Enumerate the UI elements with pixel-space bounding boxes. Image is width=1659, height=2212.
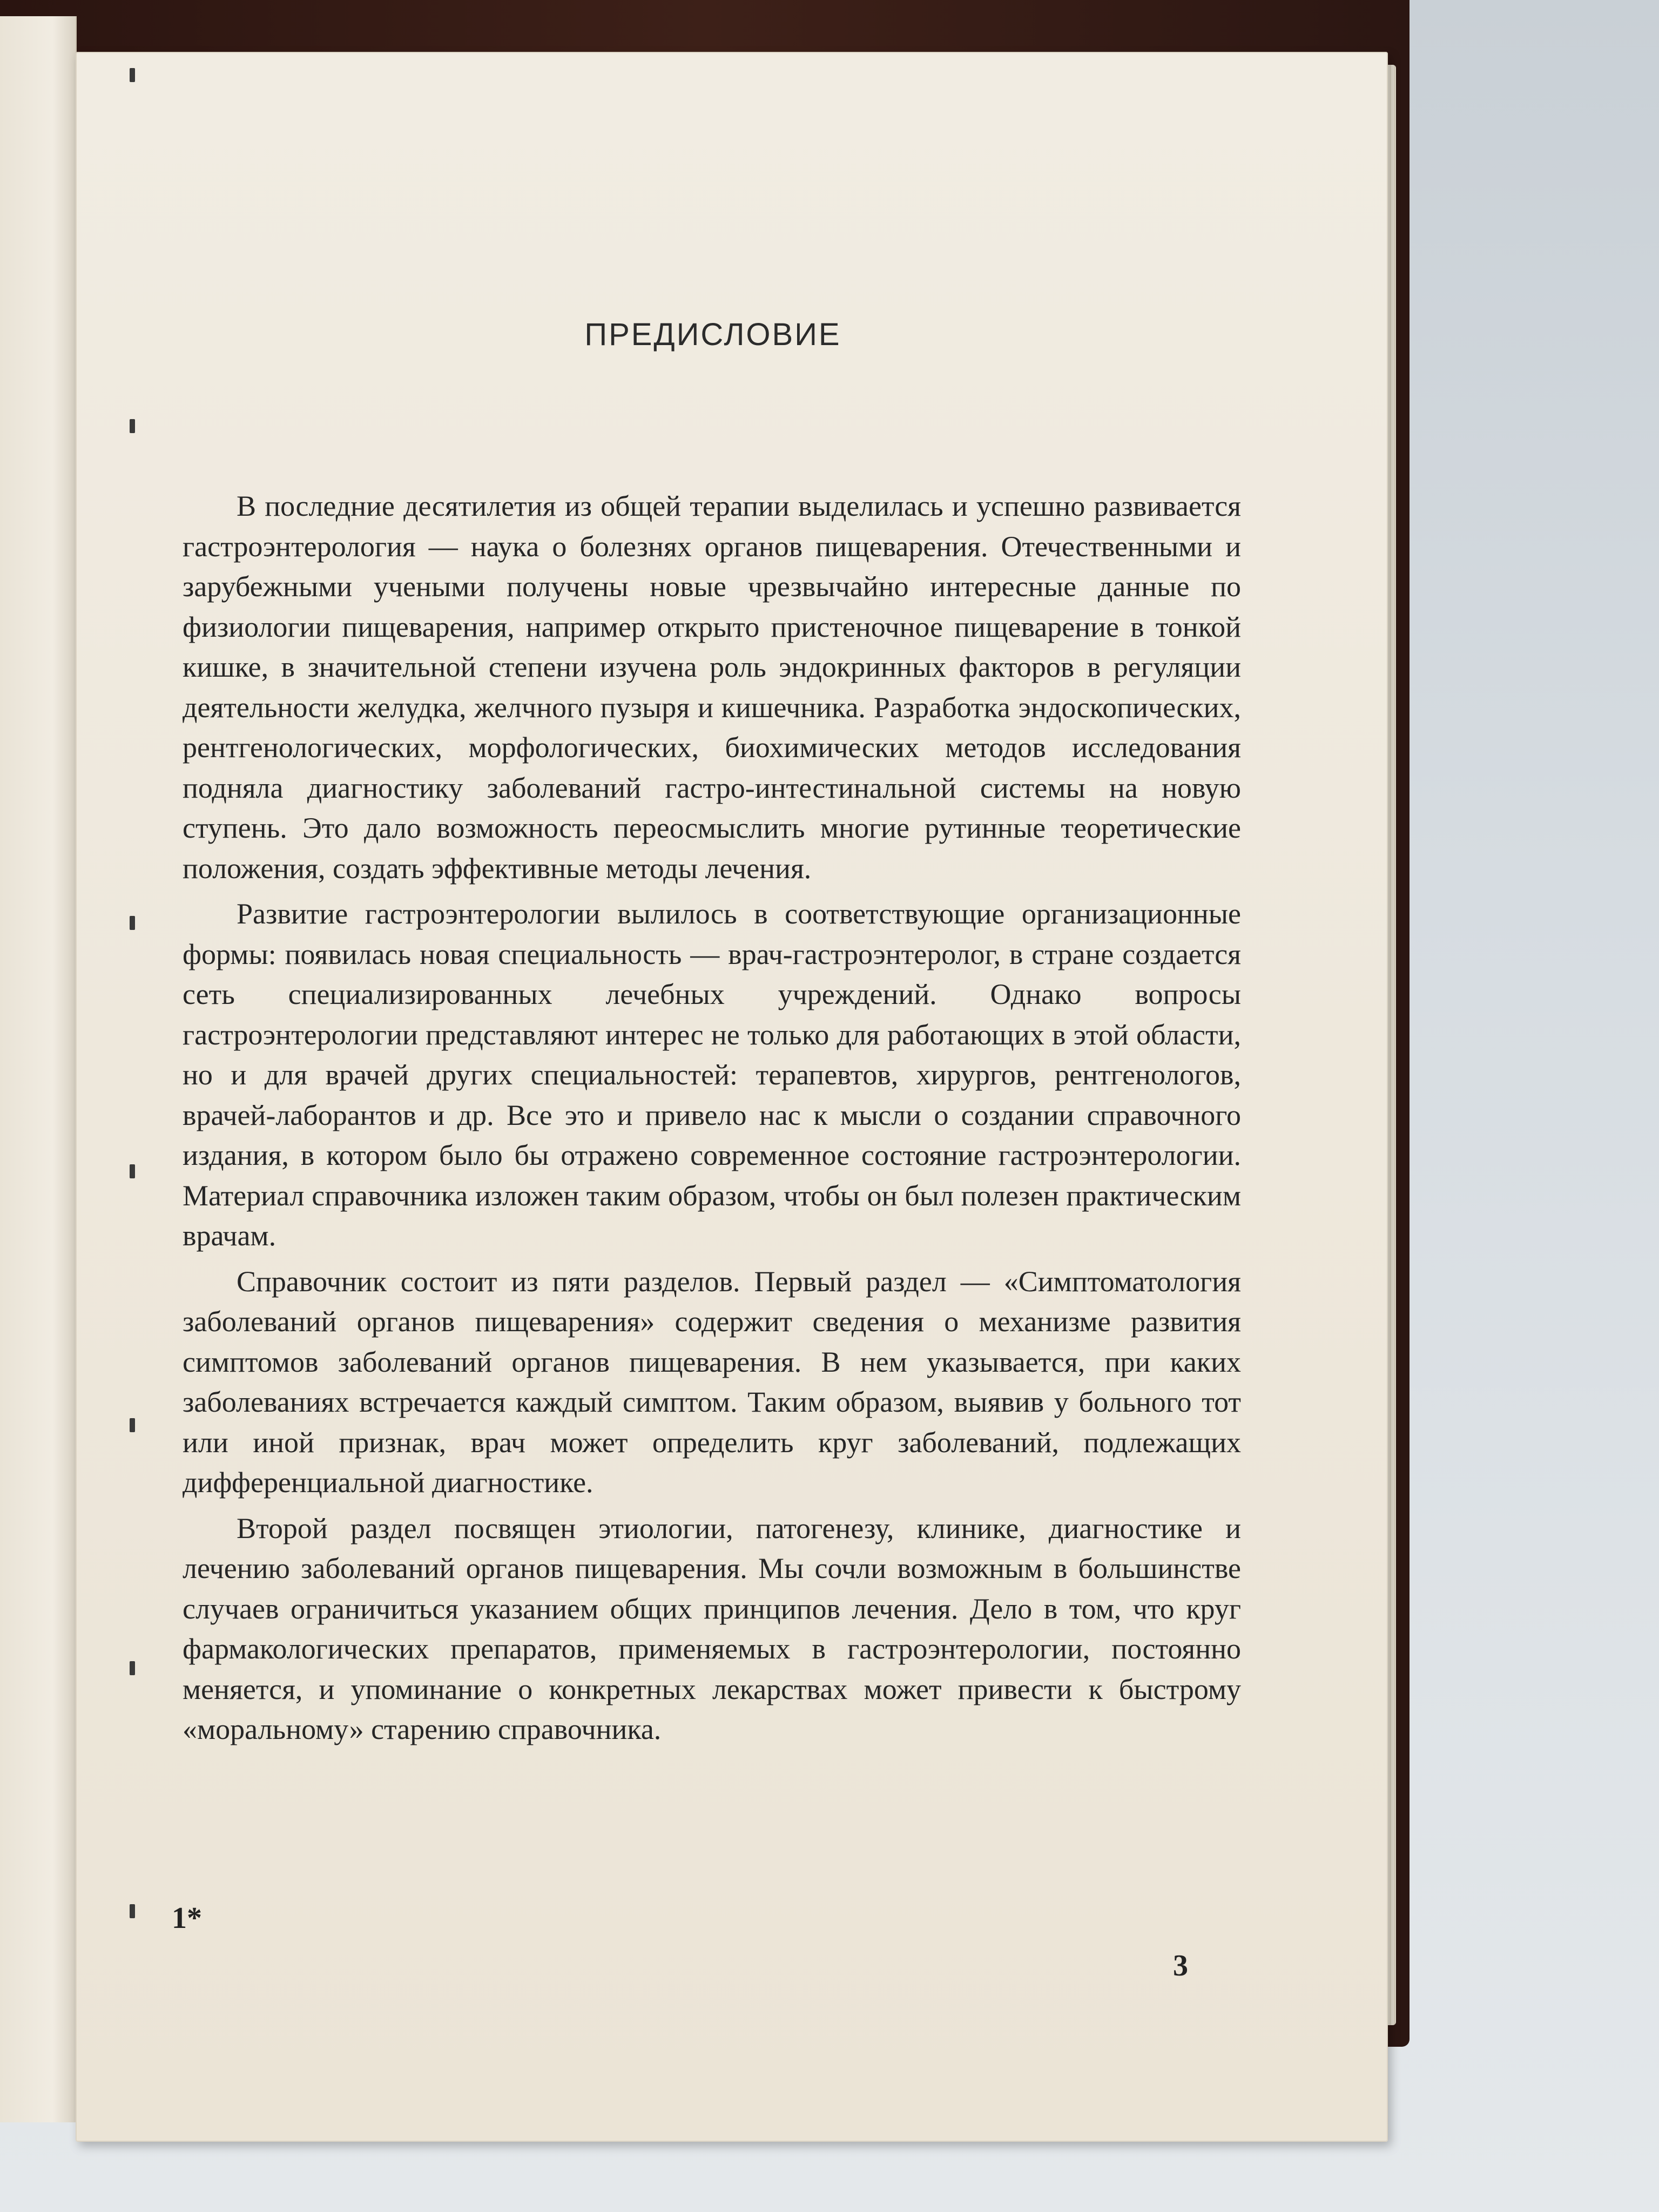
binding-stitch	[130, 1164, 135, 1178]
paragraph: Развитие гастроэнтерологии вылилось в соответствующие организационные формы: появилась новая специальность — врач-гастроэнтеролог, в стране создается сеть специализированных лечебных учреждений. Однако вопросы гастроэнтерологии представляют интерес не только для работающих в этой области, но и для врачей других специальностей: терапевтов, хирургов, рентгенологов, врачей-лаборантов и др. Все это и привело нас к мысли о создании справочного издания, в котором было бы отражено современное состояние гастроэнтерологии. Материал справочника изложен таким образом, чтобы он был полезен практическим врачам.	[183, 898, 1241, 1252]
binding-stitch	[130, 916, 135, 930]
paragraph: Справочник состоит из пяти разделов. Первый раздел — «Симптоматология заболеваний органов пищеварения» содержит сведения о механизме развития симптомов заболеваний органов пищеварения. В нем указывается, при каких заболеваниях встречается каждый симптом. Таким образом, выявив у больного тот или иной признак, врач может определить круг заболеваний, подлежащих дифференциальной диагностике.	[183, 1265, 1241, 1499]
binding-stitch	[130, 1661, 135, 1675]
paragraph: В последние десятилетия из общей терапии выделилась и успешно развивается гастроэнтерология — наука о болезнях органов пищеварения. Отечественными и зарубежными учеными получены новые чрезвычайно интересные данные по физиологии пищеварения, например открыто пристеночное пищеварение в тонкой кишке, в значительной степени изучена роль эндокринных факторов в регуляции деятельности желудка, желчного пузыря и кишечника. Разработка эндоскопических, рентгенологических, морфологических, биохимических методов исследования подняла диагностику заболеваний гастро-интестинальной системы на новую ступень. Это дало возможность переосмыслить многие рутинные теоретические положения, создать эффективные методы лечения.	[183, 490, 1241, 885]
paragraph: Второй раздел посвящен этиологии, патогенезу, клинике, диагностике и лечению заболеваний органов пищеварения. Мы сочли возможным в большинстве случаев ограничиться указанием общих принципов лечения. Дело в том, что круг фармакологических препаратов, применяемых в гастроэнтерологии, постоянно меняется, и упоминание о конкретных лекарствах может привести к быстрому «моральному» старению справочника.	[183, 1512, 1241, 1745]
page-number: 3	[1173, 1949, 1188, 1982]
binding-stitch	[130, 1418, 135, 1432]
signature-mark: 1*	[172, 1901, 202, 1935]
binding-stitch	[130, 419, 135, 433]
binding-stitch	[130, 68, 135, 82]
body-text	[183, 486, 1241, 1755]
page-heading: ПРЕДИСЛОВИЕ	[584, 317, 841, 352]
binding-stitch	[130, 1904, 135, 1918]
